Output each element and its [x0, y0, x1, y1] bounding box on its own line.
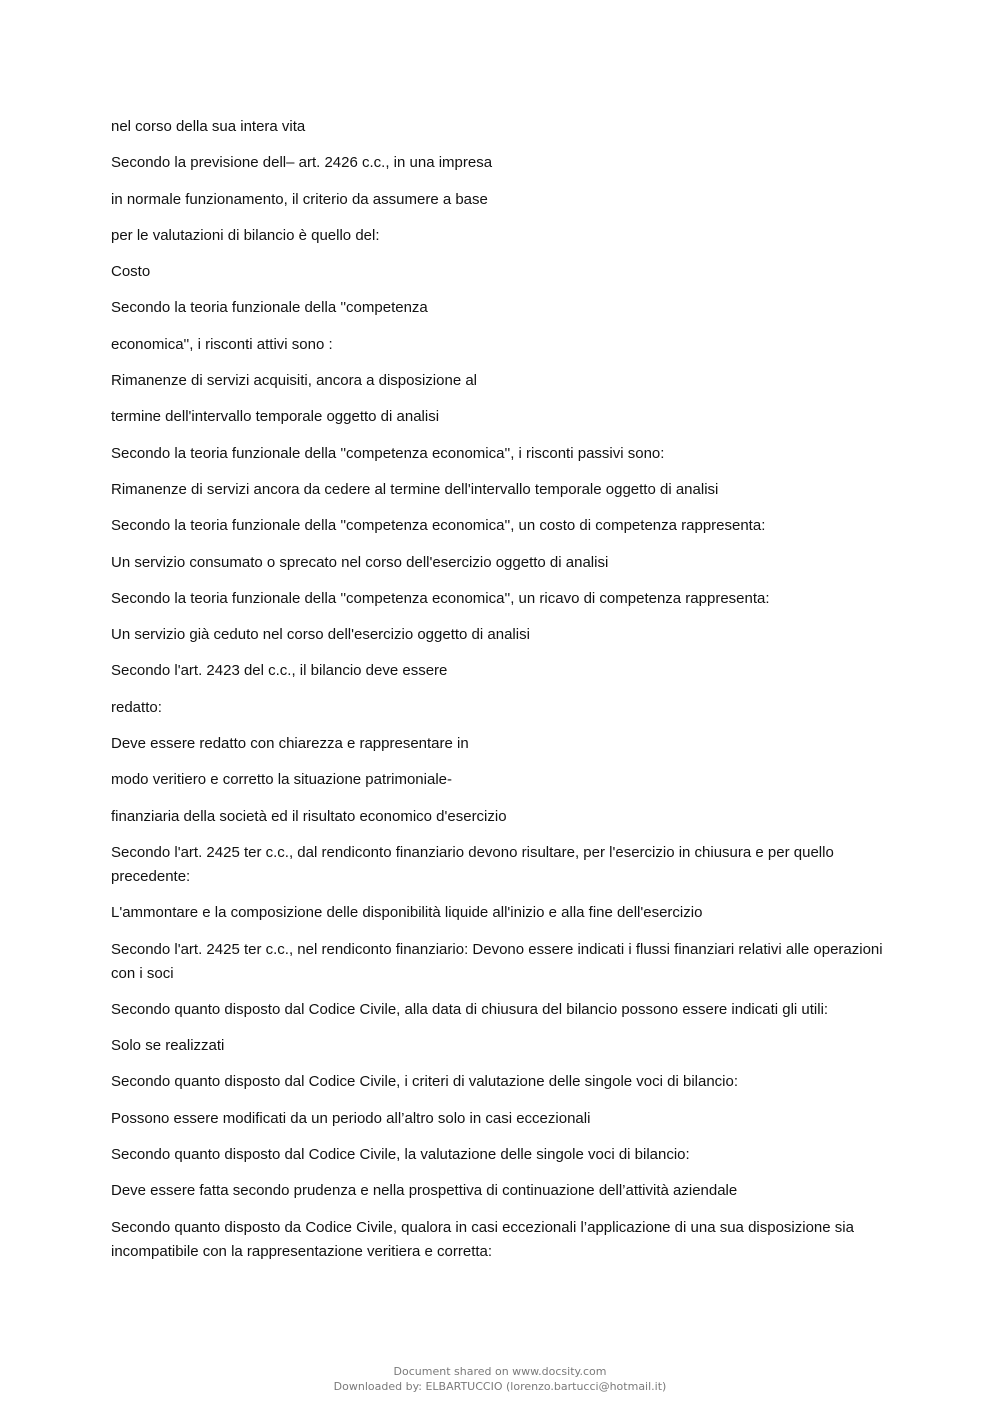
- paragraph: redatto:: [111, 698, 162, 716]
- paragraph: L'ammontare e la composizione delle disponibilità liquide all'inizio e alla fine dell'esercizio: [111, 904, 703, 922]
- paragraph: Costo: [111, 263, 151, 281]
- page-footer: [0, 1364, 1000, 1394]
- paragraph: modo veritiero e corretto la situazione patrimoniale-: [111, 771, 452, 789]
- paragraph: Deve essere fatta secondo prudenza e nella prospettiva di continuazione dell’attività aziendale: [111, 1182, 738, 1200]
- paragraph: Deve essere redatto con chiarezza e rappresentare in: [111, 735, 469, 753]
- paragraph: Secondo quanto disposto dal Codice Civile, i criteri di valutazione delle singole voci di bilancio:: [111, 1073, 739, 1091]
- paragraph: Secondo quanto disposto dal Codice Civile, alla data di chiusura del bilancio possono essere indicati gli utili:: [111, 1000, 829, 1018]
- footer-shared-line: Document shared on www.docsity.com: [393, 1365, 607, 1378]
- paragraph: per le valutazioni di bilancio è quello del:: [111, 226, 380, 244]
- paragraph: economica'', i risconti attivi sono :: [111, 335, 333, 353]
- paragraph: Secondo l'art. 2425 ter c.c., dal rendiconto finanziario devono risultare, per l'esercizio in chiusura e per quello precedente:: [111, 843, 834, 885]
- paragraph: Rimanenze di servizi acquisiti, ancora a disposizione al: [111, 372, 478, 390]
- document-body: [111, 115, 901, 1276]
- paragraph: Secondo quanto disposto da Codice Civile, qualora in casi eccezionali l’applicazione di una sua disposizione sia incompatibile con la rappresentazione veritiera e corretta:: [111, 1218, 854, 1260]
- paragraph: Secondo quanto disposto dal Codice Civile, la valutazione delle singole voci di bilancio:: [111, 1146, 690, 1164]
- paragraph: in normale funzionamento, il criterio da assumere a base: [111, 190, 488, 208]
- footer-downloaded-line: Downloaded by: ELBARTUCCIO (lorenzo.bartucci@hotmail.it): [333, 1380, 667, 1393]
- paragraph: nel corso della sua intera vita: [111, 118, 306, 135]
- paragraph: Un servizio consumato o sprecato nel corso dell'esercizio oggetto di analisi: [111, 553, 609, 571]
- paragraph: finanziaria della società ed il risultato economico d'esercizio: [111, 807, 507, 825]
- paragraph: Solo se realizzati: [111, 1037, 225, 1055]
- paragraph: termine dell'intervallo temporale oggetto di analisi: [111, 408, 440, 426]
- paragraph: Secondo l'art. 2425 ter c.c., nel rendiconto finanziario: Devono essere indicati i flussi finanziari relativi alle operazioni con i soci: [111, 940, 883, 982]
- paragraph: Rimanenze di servizi ancora da cedere al termine dell'intervallo temporale oggetto di analisi: [111, 480, 719, 498]
- paragraph: Secondo la teoria funzionale della ''competenza economica'', un costo di competenza rappresenta:: [111, 517, 766, 535]
- paragraph: Secondo l'art. 2423 del c.c., il bilancio deve essere: [111, 662, 448, 680]
- paragraph: Secondo la teoria funzionale della ''competenza economica'', i risconti passivi sono:: [111, 444, 665, 462]
- paragraph: Secondo la teoria funzionale della ''competenza: [111, 299, 428, 317]
- paragraph: Possono essere modificati da un periodo all’altro solo in casi eccezionali: [111, 1109, 591, 1127]
- paragraph: Secondo la previsione dell– art. 2426 c.c., in una impresa: [111, 154, 493, 172]
- paragraph: Secondo la teoria funzionale della ''competenza economica'', un ricavo di competenza rappresenta:: [111, 589, 770, 607]
- paragraph: Un servizio già ceduto nel corso dell'esercizio oggetto di analisi: [111, 626, 530, 644]
